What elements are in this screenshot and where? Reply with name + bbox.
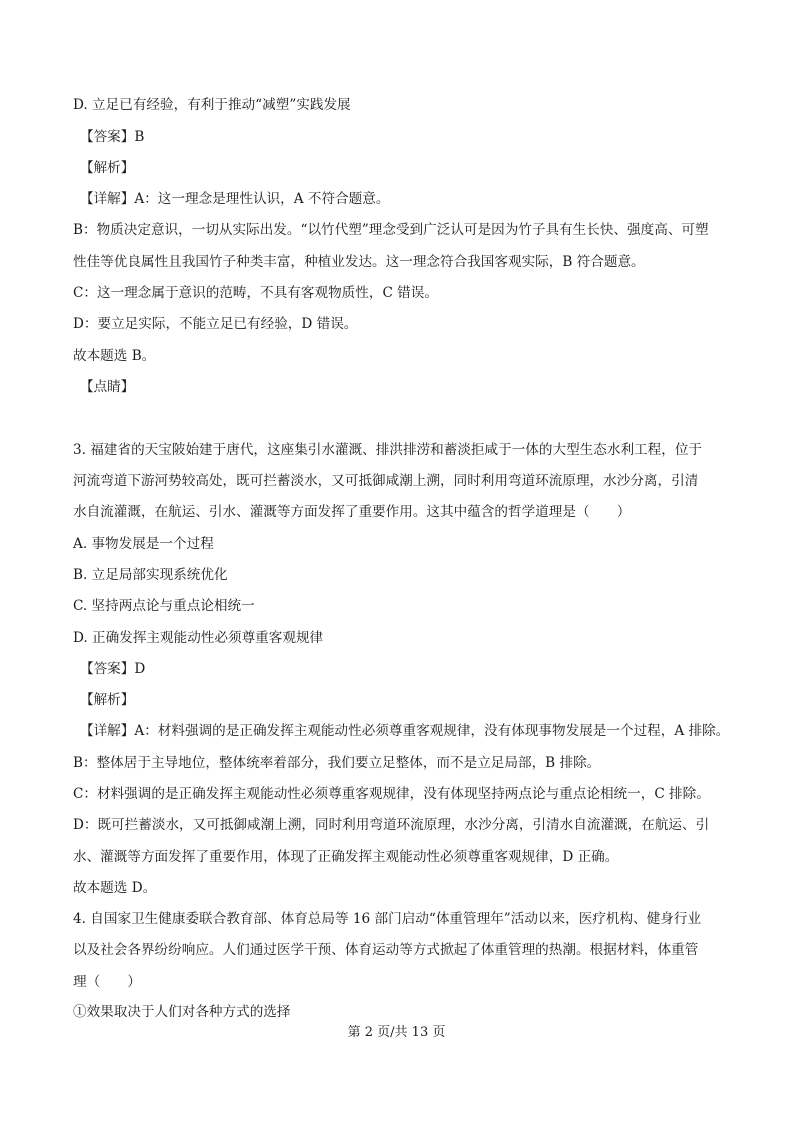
q2-detail-a: 【详解】A：这一理念是理性认识，A 不符合题意。 [80, 191, 390, 207]
q2-conclusion: 故本题选 B。 [73, 348, 156, 364]
q3-answer: 【答案】D [80, 661, 146, 677]
q4-stem-line3: 理（ ） [73, 974, 141, 990]
q3-option-d: D. 正确发挥主观能动性必须尊重客观规律 [73, 630, 324, 646]
q2-detail-b-line2: 性佳等优良属性且我国竹子种类丰富，种植业发达。这一理念符合我国客观实际，B 符合题意。 [73, 254, 645, 270]
q3-detail-c: C：材料强调的是正确发挥主观能动性必须尊重客观规律，没有体现坚持两点论与重点论相统一，C 排除。 [73, 786, 710, 802]
q4-stem-line1: 4. 自国家卫生健康委联合教育部、体育总局等 16 部门启动“体重管理年”活动以来，医疗机构、健身行业 [73, 911, 702, 927]
q3-detail-b: B：整体居于主导地位，整体统率着部分，我们要立足整体，而不是立足局部，B 排除。 [73, 755, 601, 771]
q3-stem-line3: 水自流灌溉，在航运、引水、灌溉等方面发挥了重要作用。这其中蕴含的哲学道理是（ ） [73, 504, 631, 520]
q3-option-a: A. 事物发展是一个过程 [73, 536, 214, 552]
q3-detail-d-line1: D：既可拦蓄淡水，又可抵御咸潮上溯，同时利用弯道环流原理，水沙分离，引清水自流灌溉，在航运、引 [73, 817, 710, 833]
q3-analysis-label: 【解析】 [80, 692, 135, 708]
q3-option-b: B. 立足局部实现系统优化 [73, 567, 228, 583]
q4-item-1: ①效果取决于人们对各种方式的选择 [73, 1004, 291, 1020]
q3-detail-d-line2: 水、灌溉等方面发挥了重要作用，体现了正确发挥主观能动性必须尊重客观规律，D 正确。 [73, 849, 619, 865]
q2-comment-label: 【点睛】 [80, 379, 135, 395]
q2-answer: 【答案】B [80, 129, 145, 145]
q2-analysis-label: 【解析】 [80, 160, 135, 176]
q2-option-d: D. 立足已有经验，有利于推动“减塑”实践发展 [73, 97, 351, 113]
q3-stem-line1: 3. 福建省的天宝陂始建于唐代，这座集引水灌溉、排洪排涝和蓄淡拒咸于一体的大型生态水利工程，位于 [73, 442, 703, 458]
q3-option-c: C. 坚持两点论与重点论相统一 [73, 598, 255, 614]
q4-stem-line2: 以及社会各界纷纷响应。人们通过医学干预、体育运动等方式掀起了体重管理的热潮。根据材料，体重管 [73, 942, 699, 958]
q3-stem-line2: 河流弯道下游河势较高处，既可拦蓄淡水，又可抵御咸潮上溯，同时利用弯道环流原理，水沙分离，引清 [73, 473, 699, 489]
q2-detail-c: C：这一理念属于意识的范畴，不具有客观物质性，C 错误。 [73, 285, 438, 301]
q3-detail-a: 【详解】A：材料强调的是正确发挥主观能动性必须尊重客观规律，没有体现事物发展是一个过程，A 排除。 [80, 723, 730, 739]
q2-detail-d: D：要立足实际，不能立足已有经验，D 错误。 [73, 316, 358, 332]
q3-conclusion: 故本题选 D。 [73, 880, 157, 896]
q2-detail-b-line1: B：物质决定意识，一切从实际出发。“以竹代塑”理念受到广泛认可是因为竹子具有生长快、强度高、可塑 [73, 222, 709, 238]
page-footer: 第 2 页/共 13 页 [347, 1025, 446, 1040]
